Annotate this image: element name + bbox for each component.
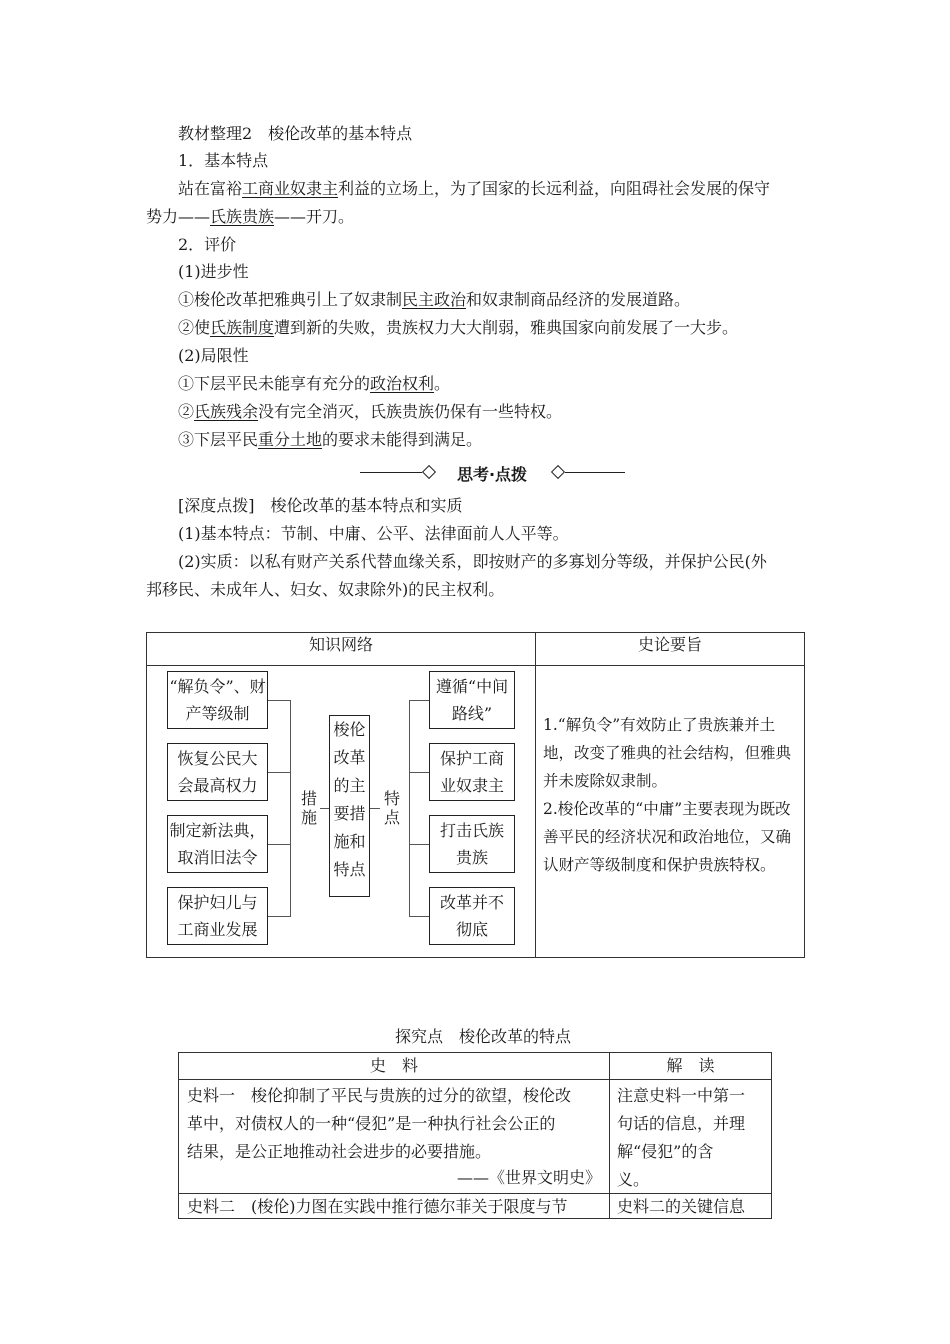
underlined-term: 民主政治 [402,290,467,309]
subheading-basic-features: 1．基本特点 [178,151,269,170]
banner-title: 思考·点拨 [456,465,528,484]
label-measures: 措施 [300,789,317,827]
underlined-term: 氏族制度 [210,318,275,337]
measure-box: 恢复公民大 会最高权力 [167,743,268,801]
subheading-evaluation: 2．评价 [178,235,237,254]
measure-box: “解负令”、财 产等级制 [167,671,268,729]
connector [268,844,290,845]
connector [409,700,429,701]
subheading-progressive: (1)进步性 [178,262,249,281]
paragraph-line: 势力——氏族贵族——开刀。 [146,207,355,226]
underlined-term: 氏族贵族 [210,207,275,226]
note-item: 1.“解负令”有效防止了贵族兼并土地，改变了雅典的社会结构，但雅典并未废除奴隶制。 [543,716,792,790]
knowledge-table [146,632,805,958]
deep-point: (1)基本特点：节制、中庸、公平、法律面前人人平等。 [178,524,569,543]
label-features: 特点 [383,789,400,827]
header-sources: 史 料 [369,1056,418,1075]
center-topic-box: 梭伦 改革 的主 要措 施和 特点 [329,715,370,897]
think-banner [360,462,625,484]
banner-rule-left [360,472,422,473]
note-item: 2.梭伦改革的“中庸”主要表现为既改善平民的经济状况和政治地位，又确认财产等级制度和保护贵族特权。 [543,800,792,874]
list-item: ②使氏族制度遭到新的失败，贵族权力大大削弱，雅典国家向前发展了一大步。 [178,318,739,337]
connector [268,700,290,701]
feature-box: 改革并不 彻底 [429,887,515,945]
subheading-limitations: (2)局限性 [178,346,249,365]
header-knowledge-network: 知识网络 [308,635,373,654]
underlined-term: 重分土地 [258,430,323,449]
deep-point: 邦移民、未成年人、妇女、奴隶除外)的民主权利。 [146,580,505,599]
source-2-interpretation: 史料二的关键信息 [617,1197,746,1216]
header-divider [147,665,804,666]
feature-box: 打击氏族 贵族 [429,815,515,873]
deep-title: [深度点拨] 梭伦改革的基本特点和实质 [178,496,463,515]
column-divider [535,633,536,957]
measure-box: 制定新法典， 取消旧法令 [167,815,268,873]
source-2-text: 史料二 (梭伦)力图在实践中推行德尔菲关于限度与节 [187,1197,568,1216]
list-item: ③下层平民重分土地的要求未能得到满足。 [178,430,483,449]
underlined-term: 氏族残余 [194,402,259,421]
source-table [178,1052,772,1219]
list-item: ②氏族残余没有完全消灭，氏族贵族仍保有一些特权。 [178,402,563,421]
connector [370,808,380,809]
section-title: 教材整理2 梭伦改革的基本特点 [178,124,413,143]
source-1-text: 史料一 梭伦抑制了平民与贵族的过分的欲望，梭伦改 革中，对债权人的一种“侵犯”是一种执行社会公正的 结果，是公正地推动社会进步的必要措施。 [187,1086,572,1161]
connector [290,700,291,917]
list-item: ①梭伦改革把雅典引上了奴隶制民主政治和奴隶制商品经济的发展道路。 [178,290,691,309]
underlined-term: 工商业奴隶主 [242,179,339,198]
connector [268,772,290,773]
header-interpretation: 解 读 [666,1056,715,1075]
connector [268,916,290,917]
banner-rule-right [565,472,625,473]
main-points-notes [543,711,801,879]
deep-point: (2)实质：以私有财产关系代替血缘关系，即按财产的多寡划分等级，并保护公民(外 [178,552,767,571]
paragraph-line: 站在富裕工商业奴隶主利益的立场上，为了国家的长远利益，向阻碍社会发展的保守 [178,179,771,198]
list-item: ①下层平民未能享有充分的政治权利。 [178,374,451,393]
measure-box: 保护妇儿与 工商业发展 [167,887,268,945]
header-main-points: 史论要旨 [637,635,702,654]
feature-box: 遵循“中间 路线” [429,671,515,729]
underlined-term: 政治权利 [370,374,435,393]
explore-caption: 探究点 梭伦改革的特点 [394,1027,571,1046]
feature-box: 保护工商 业奴隶主 [429,743,515,801]
source-1-interpretation: 注意史料一中第一 句话的信息，并理 解“侵犯”的含 义。 [617,1086,746,1189]
header-divider [179,1079,771,1080]
connector [409,772,429,773]
connector [409,700,410,917]
connector [409,916,429,917]
source-1-citation: ——《世界文明史》 [456,1168,601,1187]
connector [409,844,429,845]
diamond-icon [551,465,565,479]
